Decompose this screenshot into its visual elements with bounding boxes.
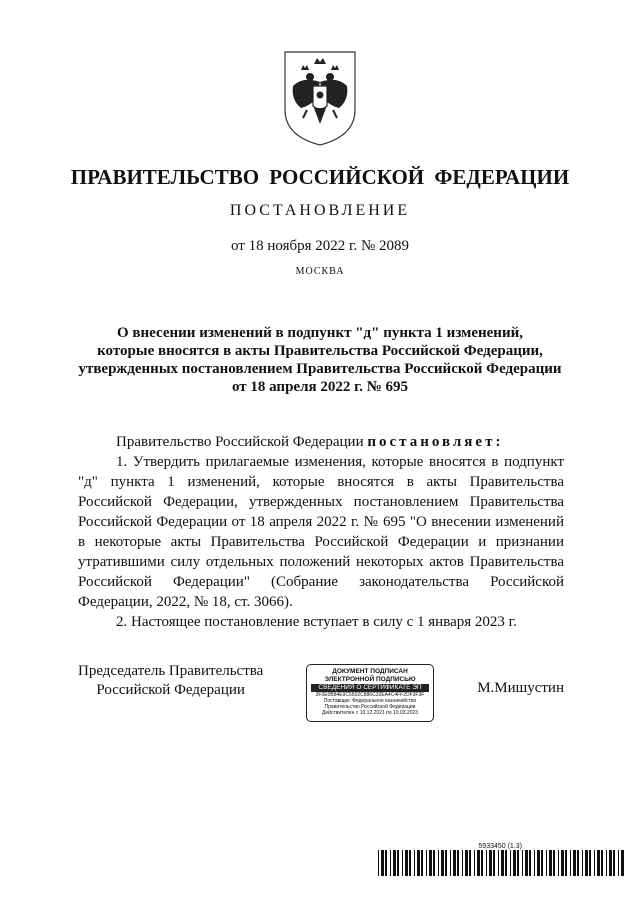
paragraph-2: 2. Настоящее постановление вступает в силу с 1 января 2023 г. <box>116 614 517 630</box>
barcode-bar <box>414 850 415 876</box>
stamp-owner: Правительство Российской Федерации <box>324 704 416 710</box>
stamp-issuer: Поставщик: Федеральное казначейство <box>323 698 417 704</box>
stamp-serial: 3F0E0B84E9C5502C886C32EA4C4FF2DF3F3F <box>315 692 425 698</box>
barcode-bar <box>426 850 427 876</box>
barcode-bar <box>390 850 391 876</box>
barcode-bar <box>525 850 528 876</box>
barcode-bar <box>621 850 624 876</box>
stamp-certificate-bar: СВЕДЕНИЯ О СЕРТИФИКАТЕ ЭП <box>311 684 429 692</box>
barcode-bar <box>438 850 439 876</box>
barcode-bar <box>481 850 483 876</box>
barcode-bar <box>582 850 583 876</box>
barcode-number: 5933450 (1.3) <box>478 843 522 850</box>
barcode-bar <box>493 850 495 876</box>
barcode-bar <box>606 850 607 876</box>
barcode-bar <box>522 850 523 876</box>
barcode-bar <box>534 850 535 876</box>
barcode-bar <box>462 850 463 876</box>
subject-line: О внесении изменений в подпункт "д" пункта 1 изменений, <box>117 325 523 341</box>
barcode-bar <box>429 850 432 876</box>
barcode-bar <box>405 850 408 876</box>
barcode-bar <box>505 850 507 876</box>
stamp-title-line: ДОКУМЕНТ ПОДПИСАН <box>332 668 408 675</box>
barcode-bar <box>553 850 555 876</box>
barcode-bar <box>441 850 444 876</box>
barcode-bar <box>393 850 396 876</box>
barcode-bar <box>433 850 435 876</box>
electronic-signature-stamp <box>306 664 434 722</box>
barcode-bar <box>594 850 595 876</box>
document-city: МОСКВА <box>295 266 345 277</box>
barcode-bar <box>402 850 403 876</box>
barcode-bar <box>585 850 588 876</box>
coat-of-arms-emblem <box>281 48 359 148</box>
barcode-bar <box>537 850 540 876</box>
barcode-bar <box>450 850 451 876</box>
barcode-bar <box>561 850 564 876</box>
barcode-bar <box>381 850 384 876</box>
barcode-bar <box>609 850 612 876</box>
position-line: Российской Федерации <box>96 682 245 698</box>
barcode-bar <box>601 850 603 876</box>
barcode-bar <box>549 850 552 876</box>
subject-line: от 18 апреля 2022 г. № 695 <box>231 379 409 395</box>
document-type: ПОСТАНОВЛЕНИЕ <box>229 202 411 219</box>
barcode-bar <box>573 850 576 876</box>
barcode-bar <box>489 850 492 876</box>
document-body <box>78 432 564 632</box>
position-line: Председатель Правительства <box>78 663 264 679</box>
barcode-bar <box>589 850 591 876</box>
barcode-bar <box>541 850 543 876</box>
barcode-bar <box>486 850 487 876</box>
barcode-bar <box>498 850 499 876</box>
barcode-bar <box>597 850 600 876</box>
barcode-bar <box>409 850 411 876</box>
subject-line: которые вносятся в акты Правительства Российской Федерации, <box>97 343 543 359</box>
document-date-number: от 18 ноября 2022 г. № 2089 <box>230 238 410 254</box>
barcode-bar <box>469 850 471 876</box>
intro-paragraph <box>78 432 564 452</box>
barcode-bar <box>546 850 547 876</box>
subject-line: утвержденных постановлением Правительства Российской Федерации <box>78 361 562 377</box>
barcode-bar <box>613 850 615 876</box>
barcode-bar <box>465 850 468 876</box>
intro-text: Правительство Российской Федерации <box>116 434 368 450</box>
decree-verb: постановляет: <box>367 434 504 450</box>
barcode-bar <box>385 850 387 876</box>
barcode-bar <box>477 850 480 876</box>
barcode-bar <box>457 850 459 876</box>
signatory-name: М.Мишустин <box>477 680 564 696</box>
barcode-bar <box>417 850 420 876</box>
paragraph-1: 1. Утвердить прилагаемые изменения, которые вносятся в подпункт "д" пункта 1 изменений, которые вносятся в акты Правительства Российской Федерации, утвержденных постановлением Правительства Российской Федерации от 18 апреля 2022 г. № 695 "О внесении изменений в некоторые акты Правительства Российской Федерации и признании утратившими силу отдельных положений некоторых актов Правительства Российской Федерации" (Собрание законодательства Российской Федерации, 2022, № 18, ст. 3066). <box>78 454 564 610</box>
government-title: ПРАВИТЕЛЬСТВО РОССИЙСКОЙ ФЕДЕРАЦИИ <box>70 165 570 189</box>
barcode-bar <box>529 850 531 876</box>
barcode-image <box>378 850 626 876</box>
barcode-bar <box>474 850 475 876</box>
stamp-title-line: ЭЛЕКТРОННОЙ ПОДПИСЬЮ <box>324 675 416 683</box>
barcode-bar <box>445 850 447 876</box>
barcode-bar <box>397 850 399 876</box>
barcode-bar <box>565 850 567 876</box>
barcode-bar <box>453 850 456 876</box>
barcode-bar <box>378 850 379 876</box>
barcode-bar <box>570 850 571 876</box>
barcode-bar <box>513 850 516 876</box>
barcode-bar <box>501 850 504 876</box>
barcode-bar <box>510 850 511 876</box>
barcode-bar <box>577 850 579 876</box>
barcode-bar <box>558 850 559 876</box>
signatory-position <box>78 662 263 700</box>
barcode-bar <box>618 850 619 876</box>
document-subject <box>60 324 580 396</box>
stamp-validity: Действителен с 10.12.2021 по 10.03.2023 <box>321 710 419 716</box>
barcode-bar <box>421 850 423 876</box>
barcode-bar <box>517 850 519 876</box>
